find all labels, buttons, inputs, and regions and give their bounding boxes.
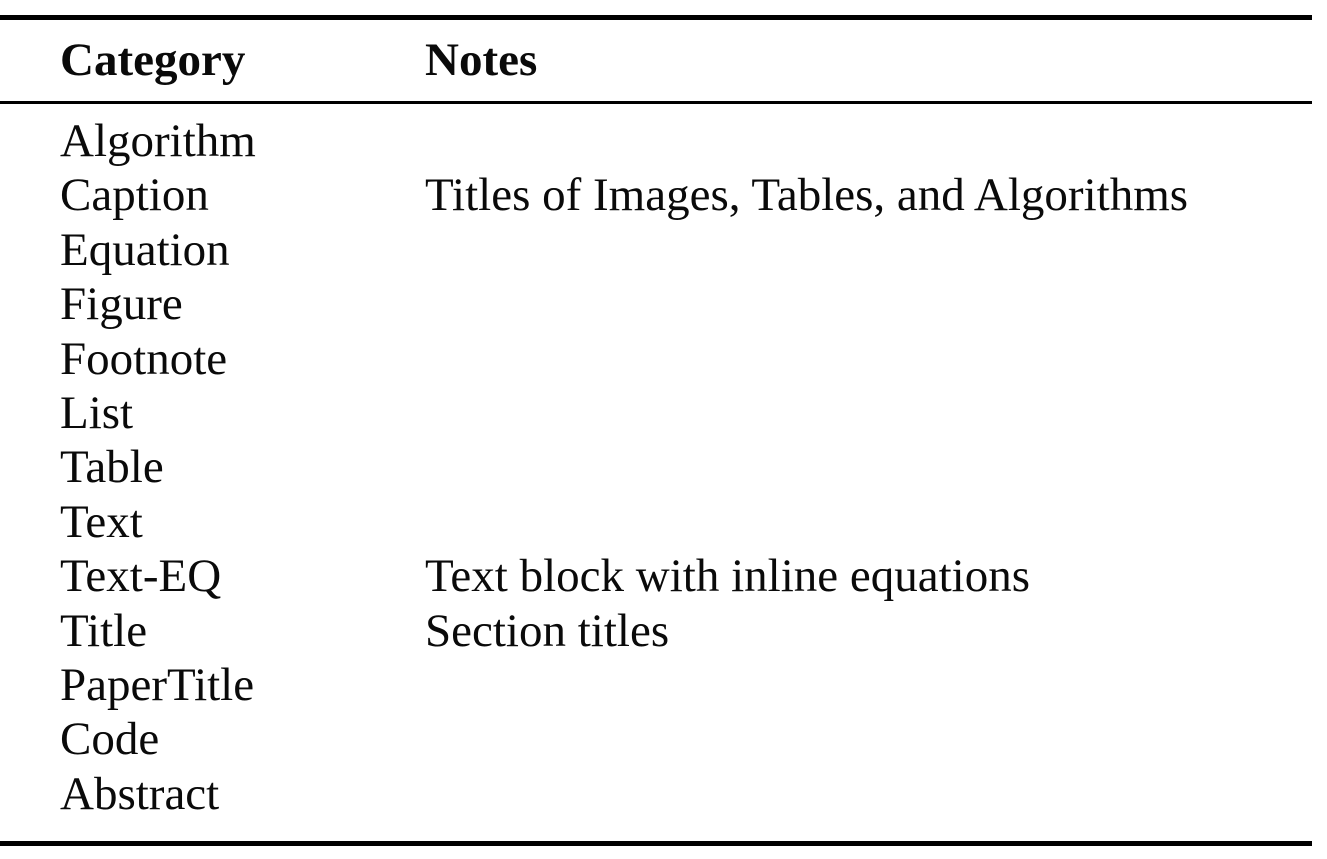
table-row [60,658,1327,712]
notes-cell [425,712,1327,766]
notes-cell: Titles of Images, Tables, and Algorithms [425,169,1189,222]
table-row [60,386,1327,440]
notes-cell [425,440,1327,494]
category-cell: Text [60,495,143,548]
notes-cell [425,495,1327,549]
notes-cell [425,658,1327,712]
category-cell: Footnote [60,332,228,385]
notes-cell [425,386,1327,440]
category-cell: Equation [60,223,230,276]
table-row [60,440,1327,494]
table-row [60,549,1327,603]
notes-cell [425,332,1327,386]
category-cell: Code [60,713,160,766]
category-cell: Table [60,441,164,494]
notes-cell [425,114,1327,168]
category-cell: Abstract [60,767,220,820]
notes-cell [425,223,1327,277]
table-row [60,277,1327,331]
table-row [60,495,1327,549]
category-cell: Caption [60,169,209,222]
category-cell: List [60,386,134,439]
table-row [60,114,1327,168]
column-header-category: Category [60,34,246,87]
table-row [60,332,1327,386]
table-row [60,604,1327,658]
notes-cell [425,767,1327,821]
notes-cell: Text block with inline equations [425,550,1030,603]
category-cell: Figure [60,278,183,331]
notes-cell: Section titles [425,604,670,657]
category-cell: Title [60,604,148,657]
category-cell: Algorithm [60,115,256,167]
table-row [60,712,1327,766]
category-cell: PaperTitle [60,658,255,711]
table-row [60,767,1327,821]
table-row [60,223,1327,277]
table-body [0,104,1327,821]
category-cell: Text-EQ [60,550,222,603]
column-header-notes: Notes [425,34,538,87]
table-bottom-rule [0,841,1312,846]
table-row [60,168,1327,222]
notes-cell [425,277,1327,331]
table-header-row [0,20,1312,101]
